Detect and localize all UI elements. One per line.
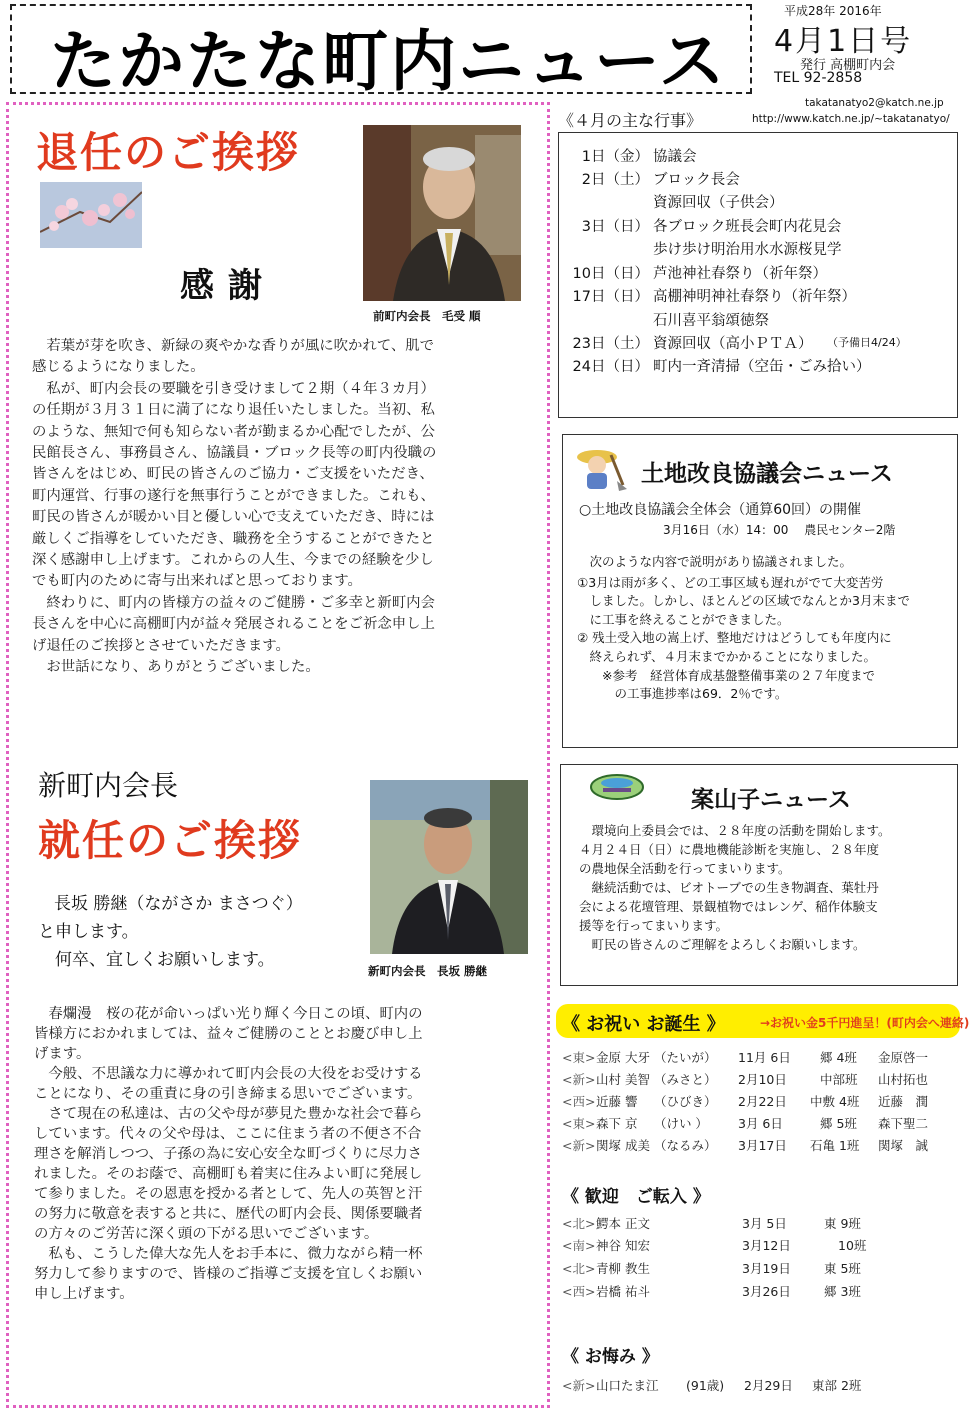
land-line: に工事を終えることができました。: [577, 611, 790, 627]
event-text: 町内一斉清掃（空缶・ごみ拾い）: [653, 359, 871, 375]
birth-parent: 山村拓也: [878, 1072, 929, 1087]
list-item: [562, 1136, 958, 1156]
intro-name: 長坂 勝継（ながさか まさつぐ）: [54, 894, 303, 914]
welcome-date: 3月12日: [742, 1238, 791, 1253]
welcome-name: 神谷 知宏: [596, 1238, 650, 1253]
birth-date: 3月17日: [738, 1138, 787, 1153]
birth-note: →お祝い金5千円進呈！(町内会へ連絡): [760, 1016, 970, 1030]
appoint-line: しています。代々の父や母は、ここに住まう者の不便さ不合: [34, 1126, 422, 1142]
former-chairman-caption: 前町内会長 毛受 順: [373, 309, 481, 323]
birth-group: 中部班: [820, 1072, 858, 1087]
welcome-area: <南>: [562, 1238, 596, 1253]
scarecrow-line: 援等を行ってまいります。: [579, 918, 729, 933]
appoint-line: の努力に敬意を表すると共に、歴代の町内会長、関係要職者: [34, 1206, 423, 1222]
new-chairman-caption: 新町内会長 長坂 勝継: [368, 964, 488, 978]
retire-line: 深く感謝申し上げます。これからの人生、今までの経験を少し: [32, 552, 434, 569]
retire-line: 町民の皆さんが暖かい目と優しい心で支えていただき、時には: [32, 509, 435, 526]
appoint-line: 理さを解消しつつ、子孫の為に安心安全な町づくりに尽力さ: [34, 1146, 422, 1162]
list-item: [562, 1236, 958, 1256]
appoint-line: さて現在の私達は、古の父や母が夢見た豊かな社会で暮ら: [34, 1106, 423, 1122]
appoint-line: て参りました。その恩恵を授かる者として、先人の英智と汗: [34, 1186, 423, 1202]
appoint-line: の方々のご労苦に深く頭の下がる思いでございます。: [34, 1226, 379, 1242]
condolence-name: 山口たま江: [596, 1378, 659, 1393]
birth-group: 郷 5班: [820, 1116, 857, 1131]
list-item: [562, 1376, 958, 1396]
issue-date: 4月1日号: [774, 24, 913, 59]
birth-name: 近藤 響 （ひびき）: [596, 1094, 717, 1109]
appoint-intro: [38, 890, 303, 974]
retire-line: 厳しくご指導をしていただき、職務を全うすることができたと: [32, 530, 435, 547]
birth-area: <西>: [562, 1094, 596, 1109]
birth-title: 《 お祝い お誕生 》: [562, 1014, 725, 1035]
list-item: [562, 1048, 958, 1068]
land-line: 次のような内容で説明があり協議されました。: [577, 554, 853, 569]
intro-line: と申します。: [38, 922, 139, 942]
retire-line: でも町内のために寄与出来ればと思っております。: [32, 573, 362, 590]
retire-line: 皆さんをはじめ、町民の皆さんのご協力・ご支援をいただき、: [32, 466, 434, 483]
sakura-photo: [40, 182, 142, 248]
birth-parent: 金原啓一: [878, 1050, 929, 1065]
newsletter-title: たかたな町内ニュース: [50, 23, 727, 100]
welcome-date: 3月 5日: [742, 1216, 787, 1231]
scarecrow-logo-icon: [589, 773, 645, 801]
retire-line: 長さんを中心に高棚町内が益々発展されることをご祈念申し上: [32, 616, 435, 633]
list-item: [562, 1214, 958, 1234]
welcome-title: 《 歓迎 ご転入 》: [562, 1187, 710, 1207]
event-date: 17日（日）: [572, 289, 649, 305]
welcome-group: 東 5班: [824, 1261, 861, 1276]
appoint-line: 皆様方におかれましては、益々ご健勝のこととお慶び申し上: [34, 1026, 423, 1042]
thanks-heading: 感謝: [180, 266, 276, 306]
land-meeting: ○土地改良協議会全体会（通算60回）の開催: [579, 502, 862, 518]
scarecrow-news-box: [560, 764, 958, 986]
land-line: 終えられず、４月末までかかることになりました。: [577, 648, 877, 664]
list-item: [562, 1114, 958, 1134]
birth-parent: 関塚 誠: [878, 1138, 929, 1153]
condolence-list: [562, 1376, 958, 1398]
land-meeting-detail: 3月16日（水）14：00 農民センター2階: [663, 523, 896, 537]
event-note: （予備日4/24）: [827, 336, 907, 349]
welcome-area: <北>: [562, 1261, 596, 1276]
event-text: 芦池神社春祭り（祈年祭）: [653, 266, 827, 282]
condolence-area: <新>: [562, 1378, 596, 1393]
retire-line: 私が、町内会長の要職を引き受けまして２期（４年３カ月）: [32, 380, 435, 397]
welcome-list: [562, 1214, 958, 1310]
event-text: 高棚神明神社春祭り（祈年祭）: [653, 289, 856, 305]
email-address[interactable]: takatanatyo2@katch.ne.jp: [805, 97, 944, 109]
event-date: 10日（日）: [572, 266, 649, 282]
retire-line: お世話になり、ありがとうございました。: [32, 659, 320, 676]
birth-parent: 森下聖二: [878, 1116, 929, 1131]
land-line: ①3月は雨が多く、どの工事区域も遅れがでて大変苦労: [577, 574, 884, 590]
birth-area: <新>: [562, 1072, 596, 1087]
birth-parent: 近藤 潤: [878, 1094, 929, 1109]
scarecrow-line: 町民の皆さんのご理解をよろしくお願いします。: [579, 937, 866, 952]
retire-line: 町内運営、行事の遂行を無事行うことができました。これも、: [32, 487, 435, 504]
birth-date: 2月10日: [738, 1072, 787, 1087]
birth-area: <東>: [562, 1116, 596, 1131]
birth-name: 関塚 成美 （なるみ）: [596, 1138, 717, 1153]
retire-line: 終わりに、町内の皆様方の益々のご健勝・ご多幸と新町内会: [32, 594, 435, 611]
events-title: 《４月の主な行事》: [558, 111, 703, 130]
condolence-age: (91歳): [686, 1378, 725, 1393]
retire-line: 若葉が芽を吹き、新緑の爽やかな香りが風に吹かれて、肌で: [32, 338, 435, 354]
retire-line: の任期が３月３１日に満了になり退任いたしました。当初、私: [32, 402, 435, 419]
event-text: 資源回収（高小ＰＴＡ）: [653, 336, 813, 352]
welcome-area: <北>: [562, 1216, 596, 1231]
condolence-group: 東部 2班: [812, 1378, 862, 1393]
welcome-name: 岩橋 祐斗: [596, 1284, 650, 1299]
event-date: 3日（日）: [581, 219, 649, 235]
retire-line: のような、無知で何も知らない者が勤まるか心配でしたが、公: [32, 423, 435, 440]
appoint-line: 努力して参りますので、皆様のご指導ご支援を宜しくお願い: [34, 1266, 423, 1282]
appoint-heading: 就任のご挨拶: [38, 816, 303, 865]
scarecrow-title: 案山子ニュース: [691, 787, 851, 813]
birth-group: 石亀 1班: [810, 1138, 860, 1153]
event-text: 協議会: [653, 149, 697, 165]
event-date: 23日（土）: [572, 336, 649, 352]
retire-line: 感じるようになりました。: [32, 359, 205, 376]
events-box: [558, 132, 958, 418]
event-text: ブロック長会: [653, 172, 740, 188]
appoint-line: 今般、不思議な力に導かれて町内会長の大役をお受けする: [34, 1066, 423, 1082]
intro-line: 何卒、宜しくお願いします。: [38, 950, 275, 970]
list-item: [562, 1259, 958, 1279]
birth-list: [562, 1048, 958, 1168]
welcome-group: 10班: [838, 1238, 867, 1253]
land-line: の工事進捗率は69．2％です。: [577, 686, 788, 702]
event-date: 2日（土）: [581, 172, 649, 188]
birth-date: 3月 6日: [738, 1116, 783, 1131]
birth-group: 郷 4班: [820, 1050, 857, 1065]
retire-line: 民館長さん、事務員さん、協議員・ブロック長等の町内役職の: [32, 445, 437, 462]
land-news-box: [562, 434, 958, 748]
birth-group: 中敷 4班: [810, 1094, 860, 1109]
scarecrow-line: ４月２４日（日）に農地機能診断を実施し、２８年度: [579, 842, 880, 857]
appoint-line: れました。そのお蔭で、高棚町も着実に住みよい町に発展し: [34, 1166, 423, 1182]
event-date: 24日（日）: [572, 359, 649, 375]
issue-info: [762, 0, 962, 100]
scarecrow-line: 環境向上委員会では、２８年度の活動を開始します。: [579, 823, 891, 838]
former-chairman-photo: [363, 125, 521, 301]
land-line: ※参考 経営体育成基盤整備事業の２７年度まで: [577, 667, 875, 683]
telephone: TEL 92-2858: [774, 70, 863, 86]
list-item: [562, 1070, 958, 1090]
appoint-line: 申し上げます。: [34, 1286, 134, 1302]
list-item: [562, 1092, 958, 1112]
farmer-mascot-icon: [571, 445, 627, 493]
retire-heading: 退任のご挨拶: [36, 128, 301, 177]
event-text: 石川喜平翁頌徳祭: [653, 313, 769, 329]
appoint-line: げます。: [34, 1046, 91, 1062]
condolence-date: 2月29日: [744, 1378, 793, 1393]
birth-date: 2月22日: [738, 1094, 787, 1109]
welcome-group: 郷 3班: [824, 1284, 861, 1299]
birth-name: 山村 美智 （みさと）: [596, 1072, 717, 1087]
welcome-date: 3月19日: [742, 1261, 791, 1276]
birth-area: <東>: [562, 1050, 596, 1065]
birth-name: 金原 大牙 （たいが）: [596, 1050, 717, 1065]
appoint-line: 春爛漫 桜の花が命いっぱい光り輝く今日この頃、町内の: [34, 1006, 423, 1022]
land-news-title: 土地改良協議会ニュース: [641, 461, 893, 487]
land-line: ② 残土受入地の嵩上げ、整地だけはどうしても年度内に: [577, 630, 892, 646]
publisher: 発行 高棚町内会: [800, 58, 896, 73]
scarecrow-line: の農地保全活動を行ってまいります。: [579, 861, 791, 876]
website-url[interactable]: http://www.katch.ne.jp/~takatanatyo/: [752, 113, 950, 125]
condolence-title: 《 お悔み 》: [562, 1347, 659, 1367]
appoint-line: ことになり、その重責に身の引き締まる思いでございます。: [34, 1086, 422, 1102]
land-line: しました。しかし、ほとんどの区域でなんとか3月末まで: [577, 593, 910, 609]
new-chairman-photo: [370, 780, 528, 954]
birth-area: <新>: [562, 1138, 596, 1153]
scarecrow-line: 継続活動では、ビオトーブでの生き物調査、葉牡丹: [579, 880, 879, 895]
welcome-area: <西>: [562, 1284, 596, 1299]
welcome-group: 東 9班: [824, 1216, 861, 1231]
welcome-date: 3月26日: [742, 1284, 791, 1299]
appoint-body: [34, 1004, 504, 1304]
new-chairman-label: 新町内会長: [38, 769, 179, 802]
scarecrow-line: 会による花壇管理、景観植物ではレンゲ、稲作体験支: [579, 899, 878, 914]
event-text: 資源回収（子供会）: [653, 195, 784, 211]
retire-body: [32, 336, 502, 679]
issue-era: 平成28年 2016年: [784, 4, 882, 18]
appoint-line: 私も、こうした偉大な先人をお手本に、微力ながら精一杯: [34, 1246, 423, 1262]
event-text: 歩け歩け明治用水水源桜見学: [653, 242, 842, 258]
land-body: [577, 553, 953, 704]
birth-date: 11月 6日: [738, 1050, 791, 1065]
scarecrow-body: [579, 821, 951, 954]
list-item: [562, 1282, 958, 1302]
event-date: 1日（金）: [581, 149, 649, 165]
event-text: 各ブロック班長会町内花見会: [653, 219, 842, 235]
welcome-name: 青柳 教生: [596, 1261, 650, 1276]
retire-line: げ退任のご挨拶とさせていただきます。: [32, 637, 290, 654]
welcome-name: 鰐本 正文: [596, 1216, 650, 1231]
birth-name: 森下 京 （けい ）: [596, 1116, 708, 1131]
